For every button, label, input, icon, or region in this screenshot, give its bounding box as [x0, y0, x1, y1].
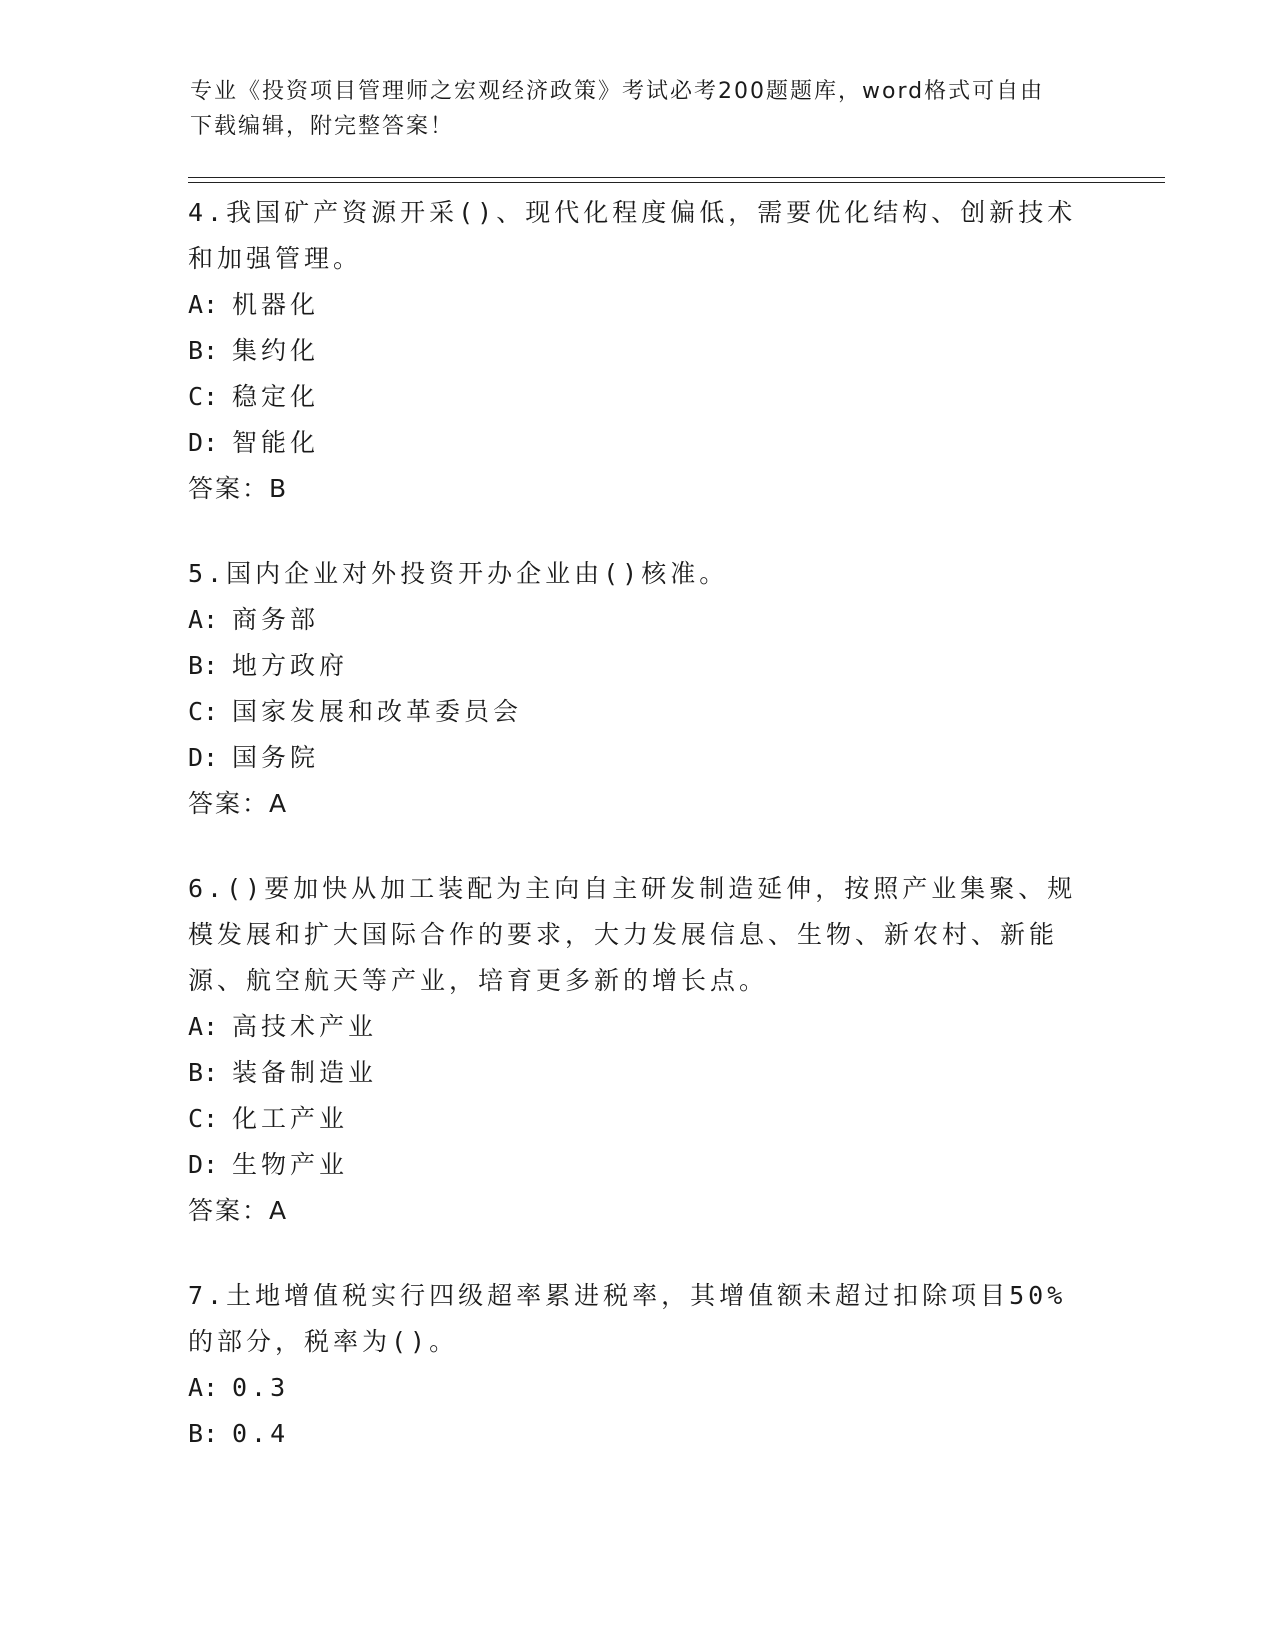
question-7: [188, 1273, 1088, 1457]
option-a: [188, 597, 1088, 643]
option-text: 生物产业: [232, 1150, 349, 1179]
option-text: 智能化: [232, 428, 320, 457]
option-c: [188, 689, 1088, 735]
option-key: B:: [188, 336, 219, 365]
question-5: [188, 551, 1088, 827]
option-key: A:: [188, 290, 219, 319]
option-text: 国务院: [232, 743, 320, 772]
header-line-1: 专业《投资项目管理师之宏观经济政策》考试必考200题题库，word格式可自由: [190, 79, 1045, 104]
option-key: A:: [188, 1012, 219, 1041]
option-key: B:: [188, 1419, 219, 1448]
option-a: [188, 1004, 1088, 1050]
header-divider-bottom: [188, 182, 1165, 183]
option-b: [188, 643, 1088, 689]
option-key: C:: [188, 697, 219, 726]
option-d: [188, 735, 1088, 781]
option-a: [188, 282, 1088, 328]
question-stem: 7.土地增值税实行四级超率累进税率，其增值额未超过扣除项目50%的部分，税率为()。: [188, 1281, 1067, 1356]
option-c: [188, 374, 1088, 420]
option-b: [188, 328, 1088, 374]
question-6: [188, 866, 1088, 1234]
option-text: 0.4: [232, 1419, 290, 1448]
option-text: 集约化: [232, 336, 320, 365]
question-stem: 6.()要加快从加工装配为主向自主研发制造延伸，按照产业集聚、规模发展和扩大国际合作的要求，大力发展信息、生物、新农村、新能源、航空航天等产业，培育更多新的增长点。: [188, 874, 1077, 995]
header-line-2: 下载编辑，附完整答案！: [190, 114, 455, 139]
option-text: 地方政府: [232, 651, 349, 680]
option-b: [188, 1050, 1088, 1096]
question-stem: 4.我国矿产资源开采()、现代化程度偏低，需要优化结构、创新技术和加强管理。: [188, 198, 1077, 273]
option-key: D:: [188, 1150, 219, 1179]
option-text: 装备制造业: [232, 1058, 378, 1087]
option-key: C:: [188, 382, 219, 411]
option-text: 0.3: [232, 1373, 290, 1402]
question-list: [188, 190, 1088, 1496]
option-text: 商务部: [232, 605, 320, 634]
option-b: [188, 1411, 1088, 1457]
option-text: 化工产业: [232, 1104, 349, 1133]
question-stem: 5.国内企业对外投资开办企业由()核准。: [188, 559, 729, 588]
option-text: 高技术产业: [232, 1012, 378, 1041]
answer-line: 答案：B: [188, 474, 289, 503]
option-key: B:: [188, 1058, 219, 1087]
option-text: 稳定化: [232, 382, 320, 411]
option-a: [188, 1365, 1088, 1411]
answer-line: 答案：A: [188, 1196, 289, 1225]
option-key: A:: [188, 605, 219, 634]
option-key: A:: [188, 1373, 219, 1402]
option-d: [188, 1142, 1088, 1188]
option-key: D:: [188, 428, 219, 457]
option-text: 国家发展和改革委员会: [232, 697, 523, 726]
option-key: D:: [188, 743, 219, 772]
option-key: B:: [188, 651, 219, 680]
option-text: 机器化: [232, 290, 320, 319]
option-d: [188, 420, 1088, 466]
document-header: [190, 74, 1090, 144]
header-divider-top: [188, 177, 1165, 178]
option-c: [188, 1096, 1088, 1142]
answer-line: 答案：A: [188, 789, 289, 818]
option-key: C:: [188, 1104, 219, 1133]
question-4: [188, 190, 1088, 512]
